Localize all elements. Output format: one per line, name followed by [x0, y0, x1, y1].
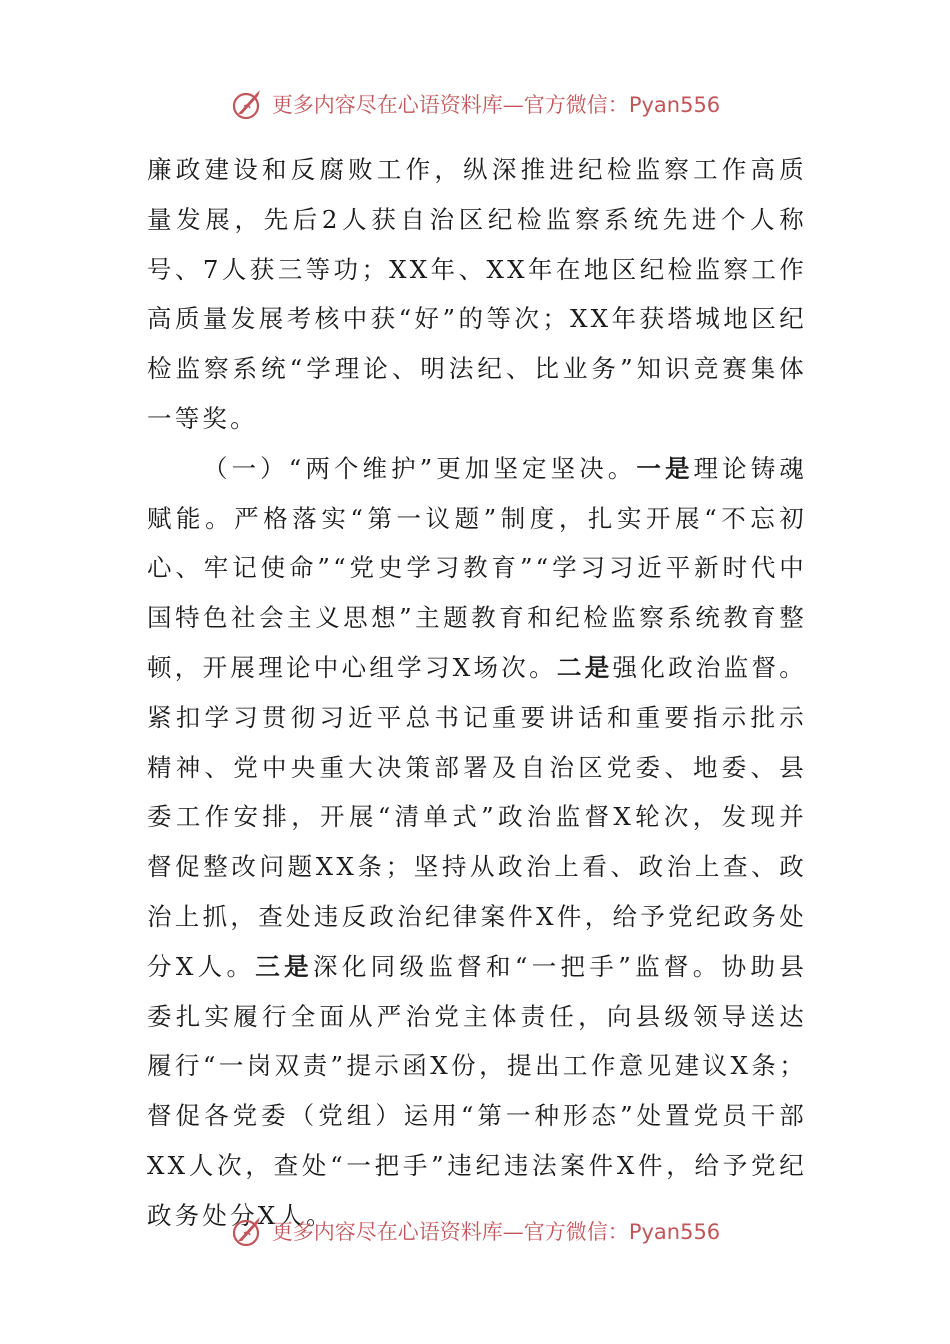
header-watermark: [0, 84, 950, 124]
pen-logo-icon: [230, 1213, 266, 1249]
pen-logo-icon: [230, 86, 266, 122]
bold-marker-2: 二是: [556, 652, 613, 682]
watermark-text: 更多内容尽在心语资料库—官方微信：Pyan556: [271, 1220, 721, 1244]
document-body: [147, 145, 807, 1241]
bold-marker-3: 三是: [255, 951, 313, 981]
paragraph-2: （一）“两个维护”更加坚定坚决。一是理论铸魂赋能。严格落实“第一议题”制度，扎实开展“不忘初心、牢记使命”“党史学习教育”“学习习近平新时代中国特色社会主义思想”主题教育和纪检监察系统教育整顿，开展理论中心组学习X场次。二是强化政治监督。紧扣学习贯彻习近平总书记重要讲话和重要指示批示精神、党中央重大决策部署及自治区党委、地委、县委工作安排，开展“清单式”政治监督X轮次，发现并督促整改问题XX条；坚持从政治上看、政治上查、政治上抓，查处违反政治纪律案件X件，给予党纪政务处分X人。三是深化同级监督和“一把手”监督。协助县委扎实履行全面从严治党主体责任，向县级领导送达履行“一岗双责”提示函X份，提出工作意见建议X条；督促各党委（党组）运用“第一种形态”处置党员干部XX人次，查处“一把手”违纪违法案件X件，给予党纪政务处分X人。: [147, 453, 807, 1230]
watermark-text: 更多内容尽在心语资料库—官方微信：Pyan556: [271, 93, 721, 117]
bold-marker-1: 一是: [636, 453, 694, 483]
paragraph-1: 廉政建设和反腐败工作，纵深推进纪检监察工作高质量发展，先后2人获自治区纪检监察系统先进个人称号、7人获三等功；XX年、XX年在地区纪检监察工作高质量发展考核中获“好”的等次；XX年获塔城地区纪检监察系统“学理论、明法纪、比业务”知识竞赛集体一等奖。: [147, 155, 807, 433]
footer-watermark: [0, 1211, 950, 1251]
